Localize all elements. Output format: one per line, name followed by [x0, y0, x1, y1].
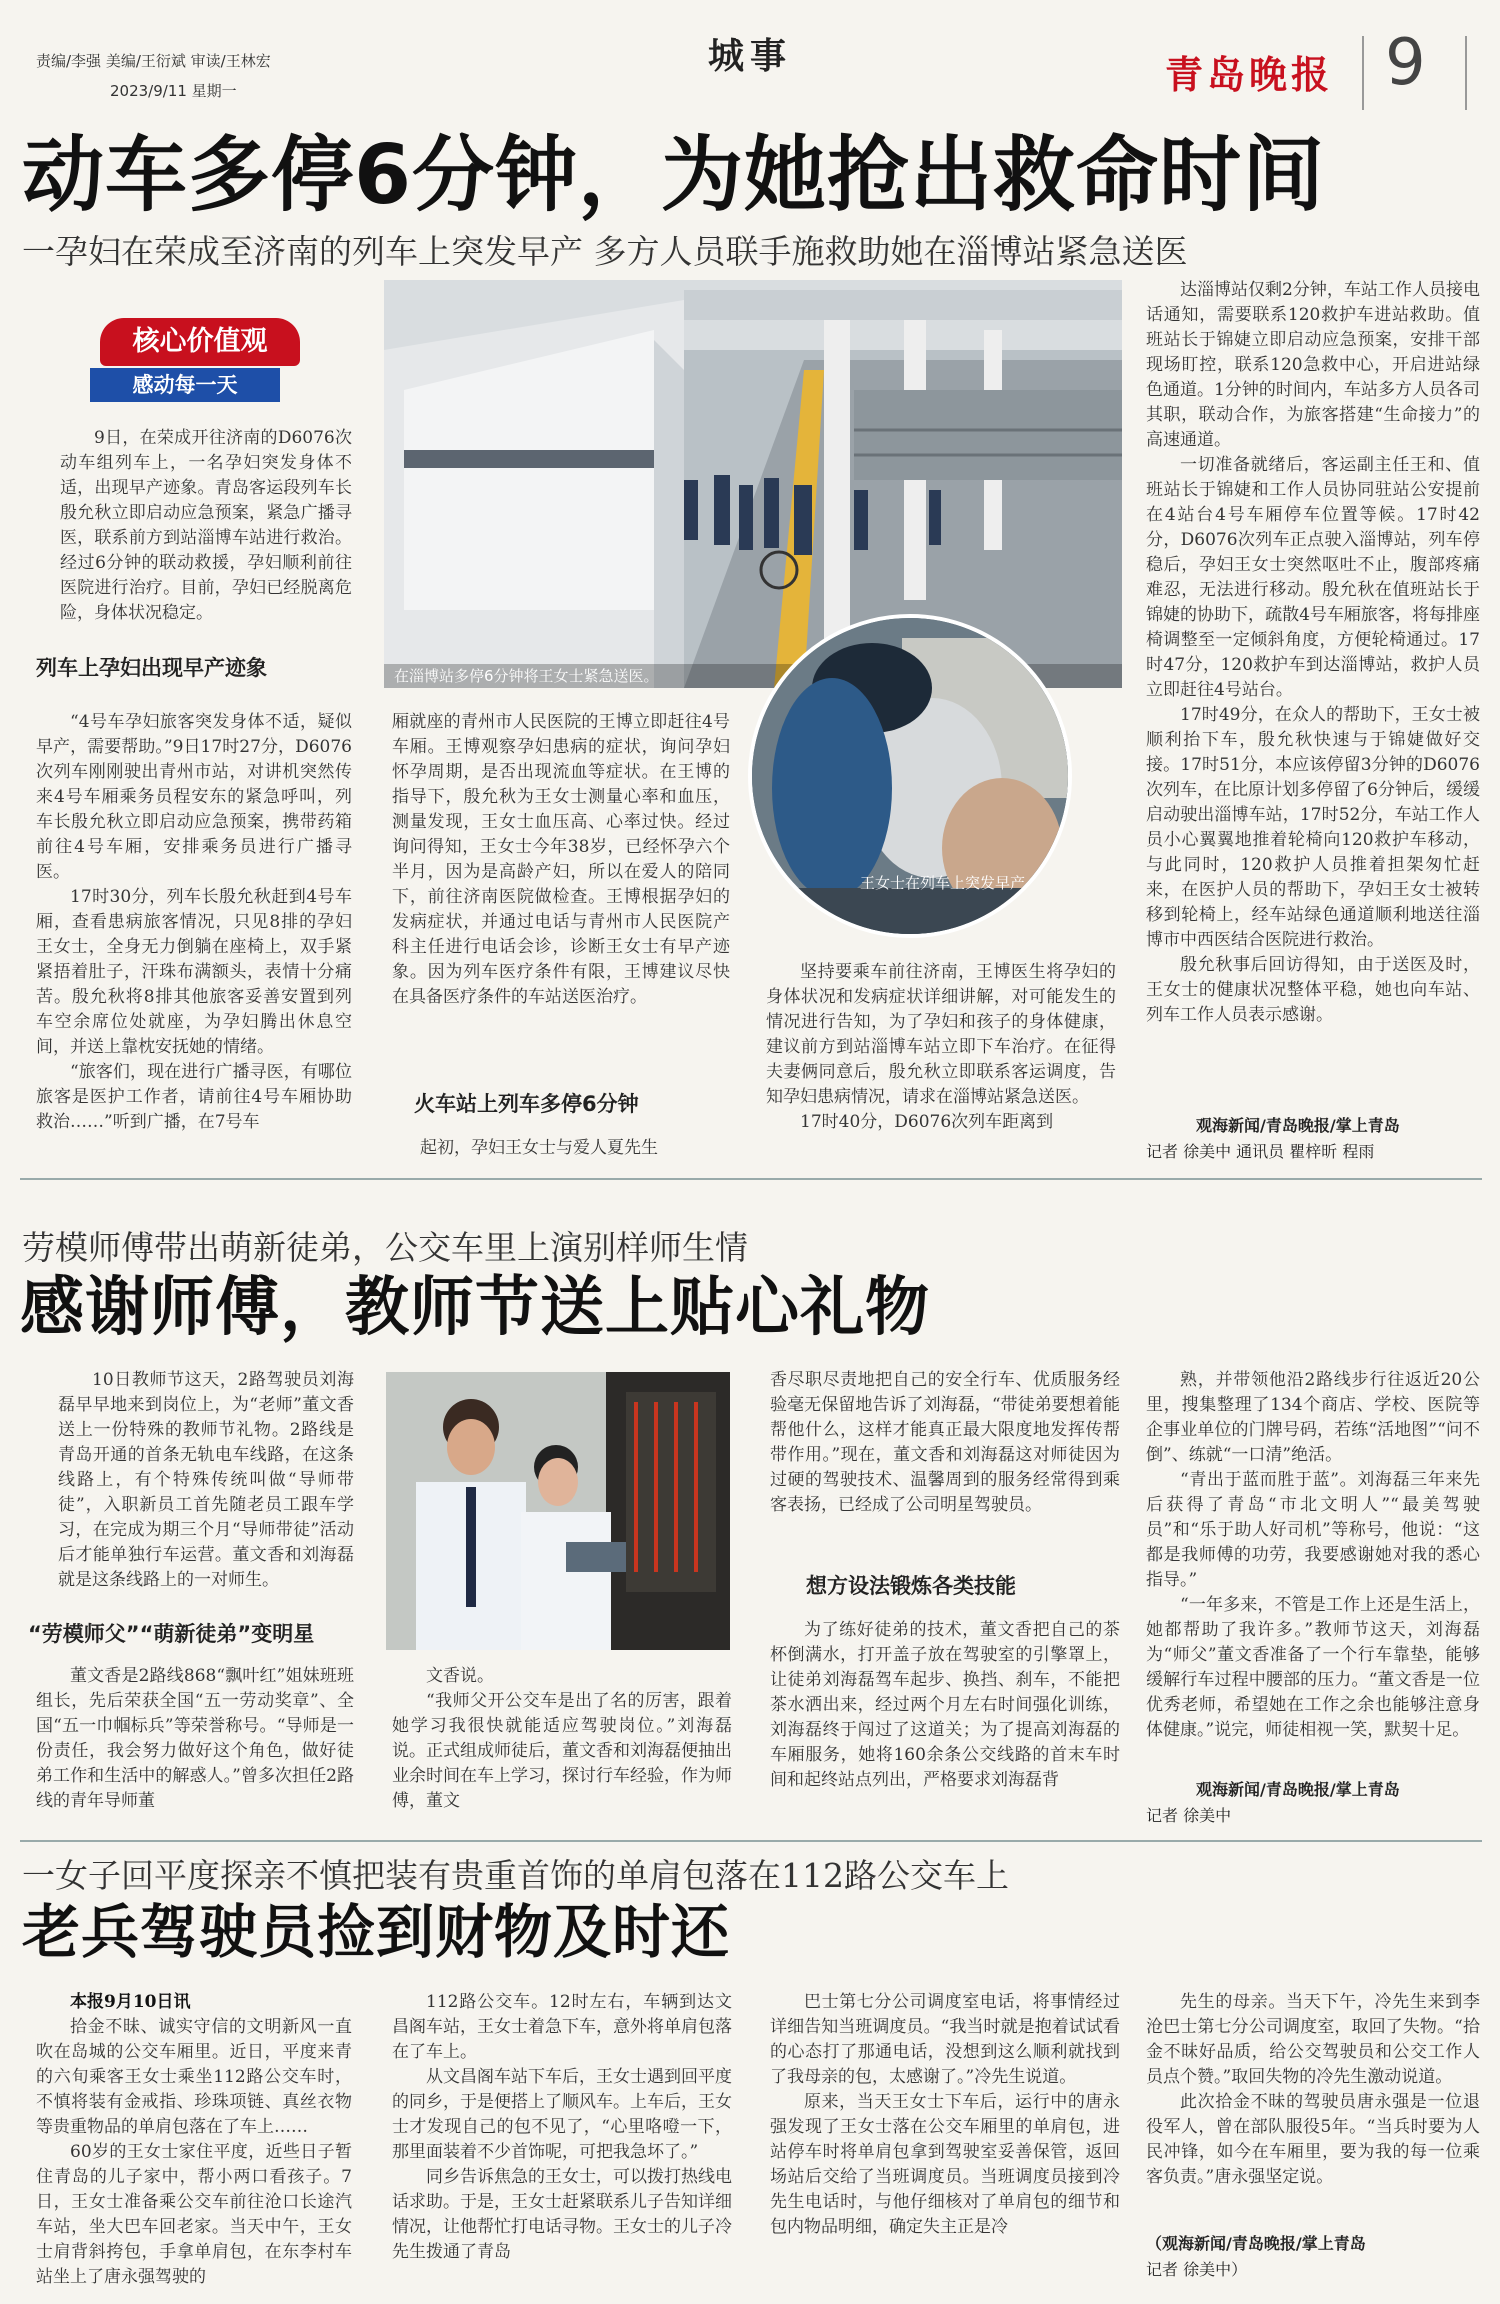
article2-col1: 董文香是2路线868“飘叶红”姐妹班班组长，先后荣获全国“五一劳动奖章”、全国“五一巾帼标兵”等荣誉称号。“导师是一份责任，我会努力做好这个角色，做好徒弟工作和生活中的解惑人。”曾多次担任2路线的青年导师董: [36, 1666, 354, 1811]
article1-headline: 动车多停6分钟，为她抢出救命时间: [22, 128, 1326, 223]
article2-col2: 文香说。 “我师父开公交车是出了名的厉害，跟着她学习我很快就能适应驾驶岗位。”刘海磊说。正式组成师徒后，董文香和刘海磊便抽出业余时间在车上学习，探讨行车经验，作为师傅，董文: [392, 1666, 732, 1811]
article3-col3: 巴士第七分公司调度室电话，将事情经过详细告知当班调度员。“我当时就是抱着试试看的心态打了那通电话，没想到这么顺利就找到了我母亲的包，太感谢了。”冷先生说道。 原来，当天王女士下车后，运行中的唐永强发现了王女士落在公交车厢里的单肩包，进站停车时将单肩包拿到驾驶室妥善保管，返回场站后交给了当班调度员。当班调度员接到冷先生电话时，与他仔细核对了单肩包的细节和包内物品明细，确定失主正是冷: [770, 1992, 1120, 2237]
article1-col1: “4号车孕妇旅客突发身体不适，疑似早产，需要帮助。”9日17时27分，D6076次列车刚刚驶出青州市站，对讲机突然传来4号车厢乘务员程安东的紧急呼叫，列车长殷允秋立即启动应急预案，携带药箱前往4号车厢，安排乘务员进行广播寻医。 17时30分，列车长殷允秋赶到4号车厢，查看患病旅客情况，只见8排的孕妇王女士，全身无力倒躺在座椅上，双手紧紧捂着肚子，汗珠布满额头，表情十分痛苦。殷允秋将8排其他旅客妥善安置到列车空余席位处就座，为孕妇腾出休息空间，并送上靠枕安抚她的情绪。 “旅客们，现在进行广播寻医，有哪位旅客是医护工作者，请前往4号车厢协助救治……”听到广播，在7号车: [36, 712, 352, 1132]
section-rule-1: [20, 1178, 1482, 1180]
badge-sub: 感动每一天: [90, 368, 280, 402]
page-number: 9: [1385, 26, 1426, 100]
article3-headline: 老兵驾驶员捡到财物及时还: [22, 1898, 731, 1966]
article2-lead: 10日教师节这天，2路驾驶员刘海磊早早地来到岗位上，为“老师”董文香送上一份特殊的教师节礼物。2路线是青岛开通的首条无轨电车线路，在这条线路上，有个特殊传统叫做“导师带徒”，入职新员工首先随老员工跟车学习，在完成为期三个月“导师带徒”活动后才能单独行车运营。董文香和刘海磊就是这条线路上的一对师生。: [58, 1370, 354, 1590]
passenger-photo-art: [752, 618, 1072, 938]
bus-drivers-photo: [386, 1372, 730, 1650]
header-divider-right: [1465, 36, 1467, 110]
article2-subhead-2: 想方设法锻炼各类技能: [806, 1574, 1016, 1598]
platform-photo-art: [384, 280, 1122, 688]
article1-byline-2: 记者 徐美中 通讯员 瞿梓昕 程雨: [1146, 1142, 1375, 1161]
article3-kicker: 一女子回平度探亲不慎把装有贵重首饰的单肩包落在112路公交车上: [22, 1856, 1009, 1895]
article3-col4: 先生的母亲。当天下午，冷先生来到李沧巴士第七分公司调度室，取回了失物。“拾金不昧好品质，给公交驾驶员和公交工作人员点个赞。”取回失物的冷先生激动说道。 此次拾金不昧的驾驶员唐永强是一位退役军人，曾在部队服役5年。“当兵时要为人民冲锋，如今在车厢里，要为我的每一位乘客负责。”唐永强坚定说。: [1146, 1992, 1480, 2187]
article2-col4: 熟，并带领他沿2路线步行往返近20公里，搜集整理了134个商店、学校、医院等企事业单位的门牌号码，若练“活地图”“问不倒”、练就“一口清”绝活。 “青出于蓝而胜于蓝”。刘海磊三年来先后获得了青岛“市北文明人”“最美驾驶员”和“乐于助人好司机”等称号，他说：“这都是我师傅的功劳，我要感谢她对我的悉心指导。” “一年多来，不管是工作上还是生活上，她都帮助了我许多。”教师节这天，刘海磊为“师父”董文香准备了一个行车靠垫，能够缓解行车过程中腰部的压力。“董文香是一位优秀老师，希望她在工作之余也能够注意身体健康。”说完，师徒相视一笑，默契十足。: [1146, 1370, 1480, 1740]
article1-subheadline: 一孕妇在荣成至济南的列车上突发早产 多方人员联手施救助她在淄博站紧急送医: [22, 232, 1188, 271]
article1-lead: 9日，在荣成开往济南的D6076次动车组列车上，一名孕妇突发身体不适，出现早产迹象。青岛客运段列车长殷允秋立即启动应急预案，紧急广播寻医，联系前方到站淄博车站进行救治。经过6分钟的联动救援，孕妇顺利前往医院进行治疗。目前，孕妇已经脱离危险，身体状况稳定。: [60, 428, 352, 623]
article3-byline-2: 记者 徐美中）: [1146, 2260, 1248, 2279]
article3-col2: 112路公交车。12时左右，车辆到达文昌阁车站，王女士着急下车，意外将单肩包落在了车上。 从文昌阁车站下车后，王女士遇到回平度的同乡，于是便搭上了顺风车。上车后，王女士才发现自己的包不见了，“心里咯噔一下，那里面装着不少首饰呢，可把我急坏了。” 同乡告诉焦急的王女士，可以拨打热线电话求助。于是，王女士赶紧联系儿子告知详细情况，让他帮忙打电话寻物。王女士的儿子冷先生拨通了青岛: [392, 1992, 732, 2262]
platform-photo: [384, 280, 1122, 688]
section-rule-2: [20, 1840, 1482, 1842]
article2-byline-2: 记者 徐美中: [1146, 1806, 1232, 1825]
article1-col2: 厢就座的青州市人民医院的王博立即赶往4号车厢。王博观察孕妇患病的症状，询问孕妇怀孕周期，是否出现流血等症状。在王博的指导下，殷允秋为王女士测量心率和血压，测量发现，王女士血压高、心率过快。经过询问得知，王女士今年38岁，已经怀孕六个半月，因为是高龄产妇，所以在爱人的陪同下，前往济南医院做检查。王博根据孕妇的发病症状，并通过电话与青州市人民医院产科主任进行电话会诊，诊断王女士有早产迹象。因为列车医疗条件有限，王博建议尽快在具备医疗条件的车站送医治疗。: [392, 712, 730, 1007]
article1-col4: 达淄博站仅剩2分钟，车站工作人员接电话通知，需要联系120救护车进站救助。值班站长于锦婕立即启动应急预案，安排干部现场盯控，联系120急救中心，开启进站绿色通道。1分钟的时间内，车站多方人员各司其职，联动合作，为旅客搭建“生命接力”的高速通道。 一切准备就绪后，客运副主任王和、值班站长于锦婕和工作人员协同驻站公安提前在4站台4号车厢停车位置等候。17时42分，D6076次列车正点驶入淄博站，列车停稳后，孕妇王女士突然呕吐不止，腹部疼痛难忍，无法进行移动。殷允秋在值班站长于锦婕的协助下，疏散4号车厢旅客，将每排座椅调整至一定倾斜角度，方便轮椅通过。17时47分，120救护车到达淄博站，救护人员立即赶往4号站台。 17时49分，在众人的帮助下，王女士被顺利抬下车，殷允秋快速与于锦婕做好交接。17时51分，本应该停留3分钟的D6076次列车，在比原计划多停留了6分钟后，缓缓启动驶出淄博车站，17时52分，车站工作人员小心翼翼地推着轮椅向120救护车移动，与此同时，120救护人员推着担架匆忙赶来，在医护人员的帮助下，孕妇王女士被转移到轮椅上，经车站绿色通道顺利地送往淄博市中西医结合医院进行救治。 殷允秋事后回访得知，由于送医及时，王女士的健康状况整体平稳，她也向车站、列车工作人员表示感谢。: [1146, 280, 1480, 1025]
article2-kicker: 劳模师傅带出萌新徒弟，公交车里上演别样师生情: [22, 1228, 748, 1267]
article2-col3b: 为了练好徒弟的技术，董文香把自己的茶杯倒满水，打开盖子放在驾驶室的引擎罩上，让徒弟刘海磊驾车起步、换挡、刹车，不能把茶水洒出来，经过两个月左右时间强化训练，刘海磊终于闯过了这道关；为了提高刘海磊的车厢服务，她将160余条公交线路的首末车时间和起终站点列出，严格要求刘海磊背: [770, 1620, 1120, 1790]
article1-subhead-2: 火车站上列车多停6分钟: [414, 1092, 639, 1116]
article1-col2-tail: 起初，孕妇王女士与爱人夏先生: [420, 1138, 658, 1158]
article1-byline-1: 观海新闻/青岛晚报/掌上青岛: [1196, 1116, 1400, 1135]
core-values-badge: [90, 318, 308, 412]
article1-subhead-1: 列车上孕妇出现早产迹象: [36, 656, 267, 680]
paper-logo: 青岛晚报: [1165, 52, 1334, 97]
header-credits: 责编/李强 美编/王衍斌 审读/王林宏: [36, 52, 271, 70]
photo1-caption: 在淄博站多停6分钟将王女士紧急送医。: [394, 667, 659, 685]
pregnant-passenger-photo: [748, 614, 1072, 938]
header-divider: [1362, 36, 1364, 110]
article2-byline-1: 观海新闻/青岛晚报/掌上青岛: [1196, 1780, 1400, 1799]
article3-col1: [36, 1990, 352, 2290]
badge-title: 核心价值观: [100, 318, 300, 366]
header-date: 2023/9/11 星期一: [110, 82, 237, 100]
article2-headline: 感谢师傅，教师节送上贴心礼物: [20, 1271, 930, 1345]
article3-byline-1: （观海新闻/青岛晚报/掌上青岛: [1146, 2234, 1366, 2253]
article3-col1-text: 拾金不昧、诚实守信的文明新风一直吹在岛城的公交车厢里。近日，平度来青的六旬乘客王女士乘坐112路公交车时，不慎将装有金戒指、珍珠项链、真丝衣物等贵重物品的单肩包落在了车上…… 60岁的王女士家住平度，近些日子暂住青岛的儿子家中，帮小两口看孩子。7日，王女士准备乘公交车前往沧口长途汽车站，坐大巴车回老家。当天中午，王女士肩背斜挎包，手拿单肩包，在东李村车站坐上了唐永强驾驶的: [36, 2017, 352, 2287]
photo2-caption: 王女士在列车上突发早产。: [860, 874, 1041, 892]
article1-col3: 坚持要乘车前往济南，王博医生将孕妇的身体状况和发病症状详细讲解，对可能发生的情况进行告知，为了孕妇和孩子的身体健康，建议前方到站淄博车站立即下车治疗。在征得夫妻俩同意后，殷允秋立即联系客运调度，告知孕妇患病情况，请求在淄博站紧急送医。 17时40分，D6076次列车距离到: [766, 962, 1116, 1132]
bus-drivers-photo-art: [386, 1372, 730, 1650]
article3-lead-dateline: 本报9月10日讯: [70, 1992, 191, 2012]
article2-col3: 香尽职尽责地把自己的安全行车、优质服务经验毫无保留地告诉了刘海磊，“带徒弟要想着能帮他什么，这样才能真正最大限度地发挥传帮带作用。”现在，董文香和刘海磊这对师徒因为过硬的驾驶技术、温馨周到的服务经常得到乘客表扬，已经成了公司明星驾驶员。: [770, 1370, 1120, 1515]
article2-subhead-1: “劳模师父”“萌新徒弟”变明星: [28, 1622, 315, 1646]
section-title: 城事: [707, 35, 792, 77]
